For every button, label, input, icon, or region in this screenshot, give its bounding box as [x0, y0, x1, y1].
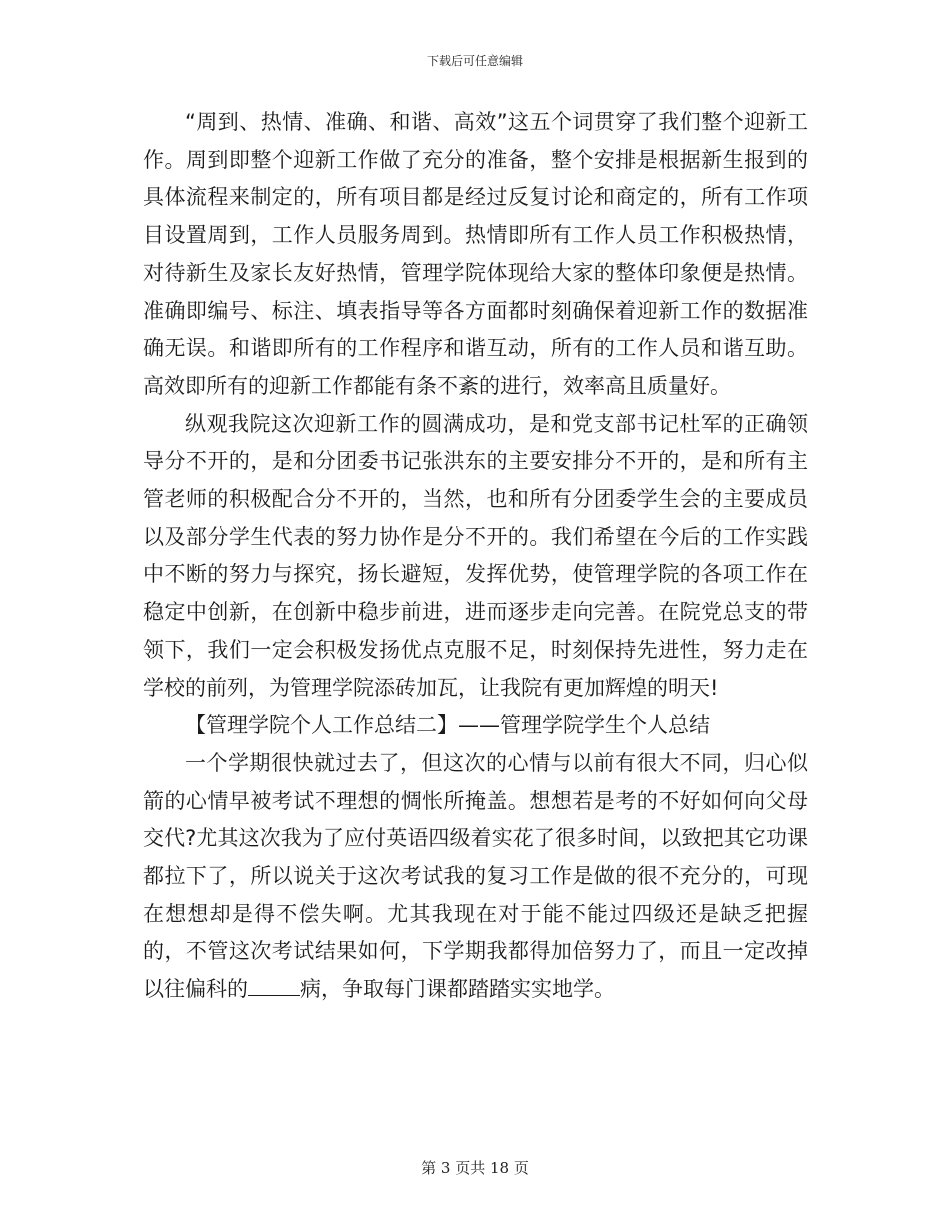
page-header: 下载后可任意编辑 [426, 54, 523, 68]
paragraph-text-after-blank: 病，争取每门课都踏踏实实地学。 [300, 977, 615, 1002]
page-number: 第 3 页共 18 页 [421, 1159, 529, 1177]
paragraph-text-before-blank: 一个学期很快就过去了，但这次的心情与以前有很大不同，归心似箭的心情早被考试不理想的惆怅所掩盖。想想若是考的不好如何向父母交代?尤其这次我为了应付英语四级着实花了很多时间，以致把其它功课都拉下了，所以说关于这次考试我的复习工作是做的很不充分的，可现在想想却是得不偿失啊。尤其我现在对于能不能过四级还是缺乏把握的，不管这次考试结果如何，下学期我都得加倍努力了，而且一定改掉以往偏科的 [143, 750, 808, 1002]
paragraph-welcome-summary: “周到、热情、准确、和谐、高效”这五个词贯穿了我们整个迎新工作。周到即整个迎新工作做了充分的准备，整个安排是根据新生报到的具体流程来制定的，所有项目都是经过反复讨论和商定的，所有工作项目设置周到，工作人员服务周到。热情即所有工作人员工作积极热情，对待新生及家长友好热情，管理学院体现给大家的整体印象便是热情。准确即编号、标注、填表指导等各方面都时刻确保着迎新工作的数据准确无误。和谐即所有的工作程序和谐互动，所有的工作人员和谐互助。高效即所有的迎新工作都能有条不紊的进行，效率高且质量好。 [143, 110, 808, 398]
fill-in-blank [248, 977, 300, 996]
document-body [143, 104, 808, 1009]
paragraph-semester-summary [143, 745, 808, 1009]
section-heading: 【管理学院个人工作总结二】——管理学院学生个人总结 [185, 713, 710, 738]
paragraph-acknowledgement: 纵观我院这次迎新工作的圆满成功，是和党支部书记杜军的正确领导分不开的，是和分团委书记张洪东的主要安排分不开的，是和所有主管老师的积极配合分不开的，当然，也和所有分团委学生会的主要成员以及部分学生代表的努力协作是分不开的。我们希望在今后的工作实践中不断的努力与探究，扬长避短，发挥优势，使管理学院的各项工作在稳定中创新，在创新中稳步前进，进而逐步走向完善。在院党总支的带领下，我们一定会积极发扬优点克服不足，时刻保持先进性，努力走在学校的前列，为管理学院添砖加瓦，让我院有更加辉煌的明天! [143, 411, 808, 700]
